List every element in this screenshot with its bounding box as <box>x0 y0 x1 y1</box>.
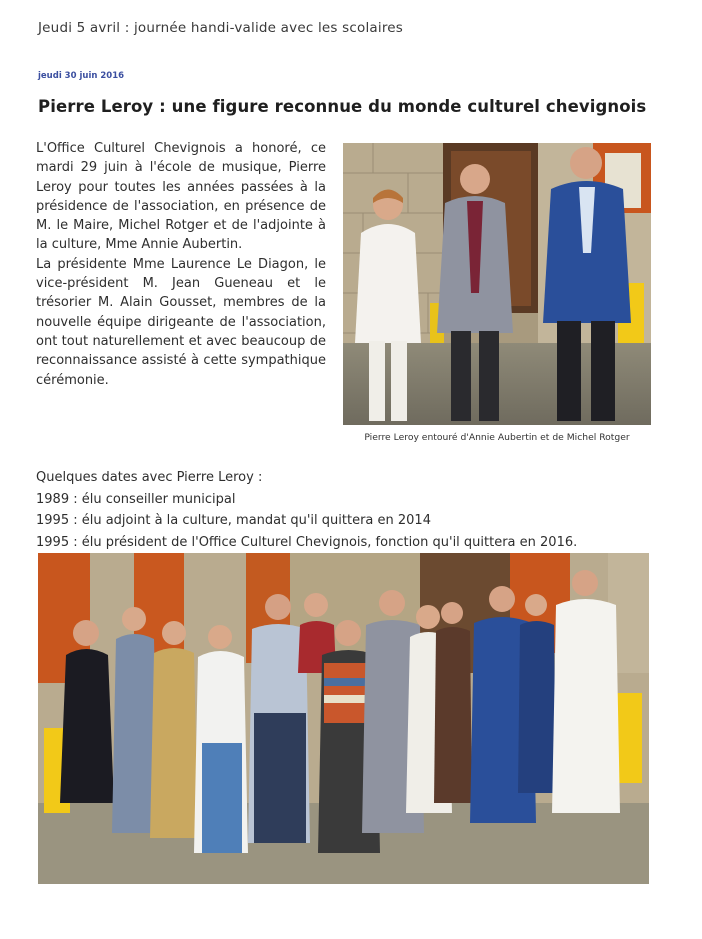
photo-group <box>38 553 649 884</box>
date-item: 1995 : élu président de l'Office Culturel Chevignois, fonction qu'il quittera en 2016. <box>36 534 578 550</box>
article-body <box>36 139 326 390</box>
paragraph-1: L'Office Culturel Chevignois a honoré, ce mardi 29 juin à l'école de musique, Pierre Leroy pour toutes les années passées à la présidence de l'association, en présence de M. le Maire, Michel Rotger et de l'adjointe à la culture, Mme Annie Aubertin. <box>36 141 326 253</box>
article-title: Pierre Leroy : une figure reconnue du monde culturel chevignois <box>38 97 647 116</box>
paragraph-2: La présidente Mme Laurence Le Diagon, le vice-président M. Jean Gueneau et le trésorier M. Alain Gousset, membres de la nouvelle équipe dirigeante de l'association, ont tout naturellement et avec beaucoup de reconnaissance assisté à cette sympathique cérémonie. <box>36 256 326 388</box>
top-heading: Jeudi 5 avril : journée handi-valide avec les scolaires <box>38 20 404 36</box>
dates-block <box>36 467 577 553</box>
photo-honorees <box>343 143 651 425</box>
article-date: jeudi 30 juin 2016 <box>38 71 125 81</box>
date-item: 1989 : élu conseiller municipal <box>36 491 236 507</box>
date-item: 1995 : élu adjoint à la culture, mandat qu'il quittera en 2014 <box>36 513 431 528</box>
photo-caption: Pierre Leroy entouré d'Annie Aubertin et de Michel Rotger <box>364 432 630 443</box>
dates-intro: Quelques dates avec Pierre Leroy : <box>36 470 263 485</box>
